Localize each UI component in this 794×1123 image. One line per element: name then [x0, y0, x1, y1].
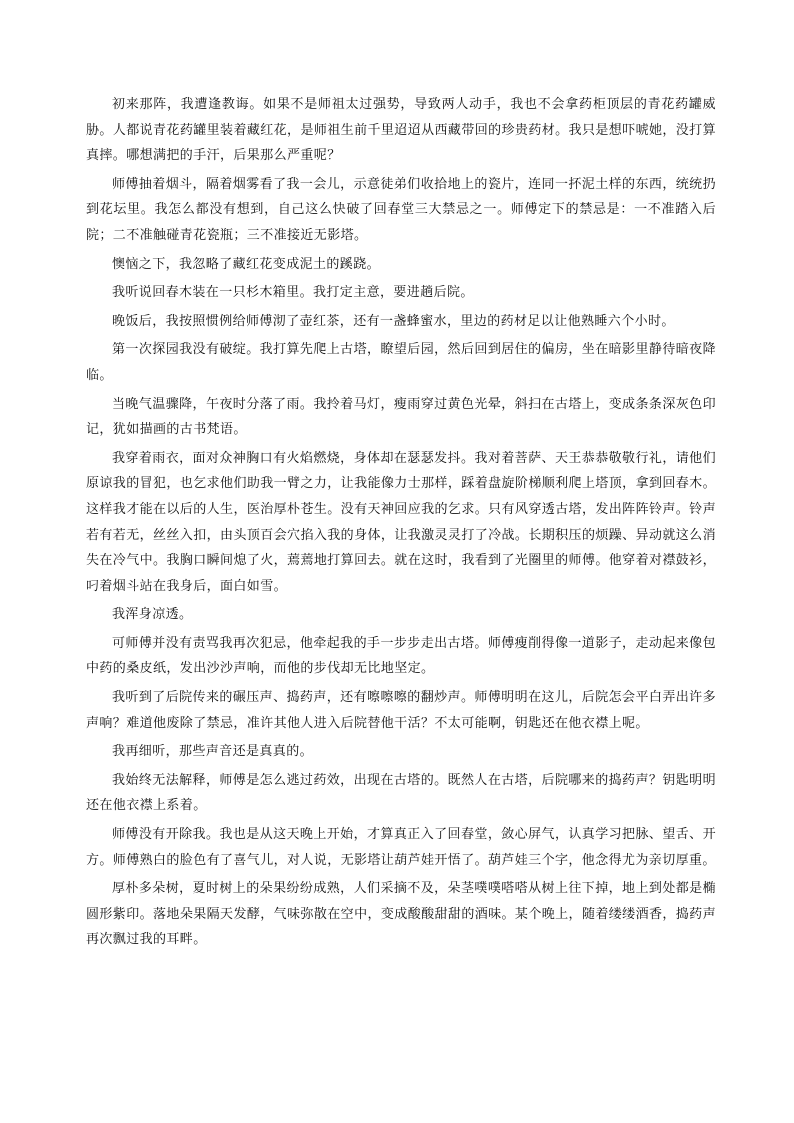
paragraph: 我听到了后院传来的碾压声、捣药声，还有嚓嚓嚓的翻炒声。师傅明明在这儿，后院怎会平白弄出许多声响？难道他废除了禁忌，准许其他人进入后院替他干活？不太可能啊，钥匙还在他衣襟上呢。 [86, 690, 716, 731]
paragraph: 懊恼之下，我忽略了藏红花变成泥土的蹊跷。 [112, 256, 381, 272]
paragraph: 我听说回春木装在一只杉木箱里。我打定主意，要进趟后院。 [112, 285, 474, 301]
paragraph: 师傅抽着烟斗，隔着烟雾看了我一会儿，示意徒弟们收拾地上的瓷片，连同一抔泥土样的东西，统统扔到花坛里。我怎么都没有想到，自己这么快破了回春堂三大禁忌之一。师傅定下的禁忌是：一不准踏入后院；二不准触碰青花瓷瓶；三不准接近无影塔。 [86, 176, 716, 243]
paragraph: 厚朴多朵树，夏时树上的朵果纷纷成熟，人们采摘不及，朵茎噗噗嗒嗒从树上往下掉，地上到处都是椭圆形紫印。落地朵果隔天发酵，气味弥散在空中，变成酸酸甜甜的酒味。某个晚上，随着缕缕酒香，捣药声再次飘过我的耳畔。 [86, 881, 716, 948]
paragraph: 我穿着雨衣，面对众神胸口有火焰燃烧，身体却在瑟瑟发抖。我对着菩萨、天王恭恭敬敬行礼，请他们原谅我的冒犯，也乞求他们助我一臂之力，让我能像力士那样，踩着盘旋阶梯顺利爬上塔顶，拿到回春木。这样我才能在以后的人生，医治厚朴苍生。没有天神回应我的乞求。只有风穿透古塔，发出阵阵铃声。铃声若有若无，丝丝入扣，由头顶百会穴掐入我的身体，让我激灵灵打了冷战。长期积压的烦躁、异动就这么消失在冷气中。我胸口瞬间熄了火，蔫蔫地打算回去。就在这时，我看到了光圈里的师傅。他穿着对襟鼓衫，叼着烟斗站在我身后，面白如雪。 [86, 450, 716, 594]
paragraph: 当晚气温骤降，午夜时分落了雨。我拎着马灯，瘦雨穿过黄色光晕，斜扫在古塔上，变成条条深灰色印记，犹如描画的古书梵语。 [86, 396, 716, 438]
paragraph: 我始终无法解释，师傅是怎么逃过药效，出现在古塔的。既然人在古塔，后院哪来的捣药声？钥匙明明还在他衣襟上系着。 [86, 772, 716, 814]
paragraph: 初来那阵，我遭逢教诲。如果不是师祖太过强势，导致两人动手，我也不会拿药柜顶层的青花药罐威胁。人都说青花药罐里装着藏红花，是师祖生前千里迢迢从西藏带回的珍贵药材。我只是想吓唬她，没打算真摔。哪想满把的手汗，后果那么严重呢？ [86, 97, 716, 164]
paragraph: 可师傅并没有责骂我再次犯忌，他牵起我的手一步步走出古塔。师傅瘦削得像一道影子，走动起来像包中药的桑皮纸，发出沙沙声响，而他的步伐却无比地坚定。 [86, 635, 716, 677]
paragraph: 晚饭后，我按照惯例给师傅沏了壶红茶，还有一盏蜂蜜水，里边的药材足以让他熟睡六个小时。 [112, 313, 675, 329]
document-body [86, 92, 716, 956]
paragraph: 我再细听，那些声音还是真真的。 [112, 744, 314, 760]
paragraph: 师傅没有开除我。我也是从这天晚上开始，才算真正入了回春堂，敛心屏气，认真学习把脉、望舌、开方。师傅熟白的脸色有了喜气儿，对人说，无影塔让葫芦娃开悟了。葫芦娃三个字，他念得尤为亲切厚重。 [86, 827, 716, 868]
paragraph: 我浑身凉透。 [112, 607, 193, 623]
paragraph: 第一次探园我没有破绽。我打算先爬上古塔，瞭望后园，然后回到居住的偏房，坐在暗影里静待暗夜降临。 [86, 342, 716, 383]
